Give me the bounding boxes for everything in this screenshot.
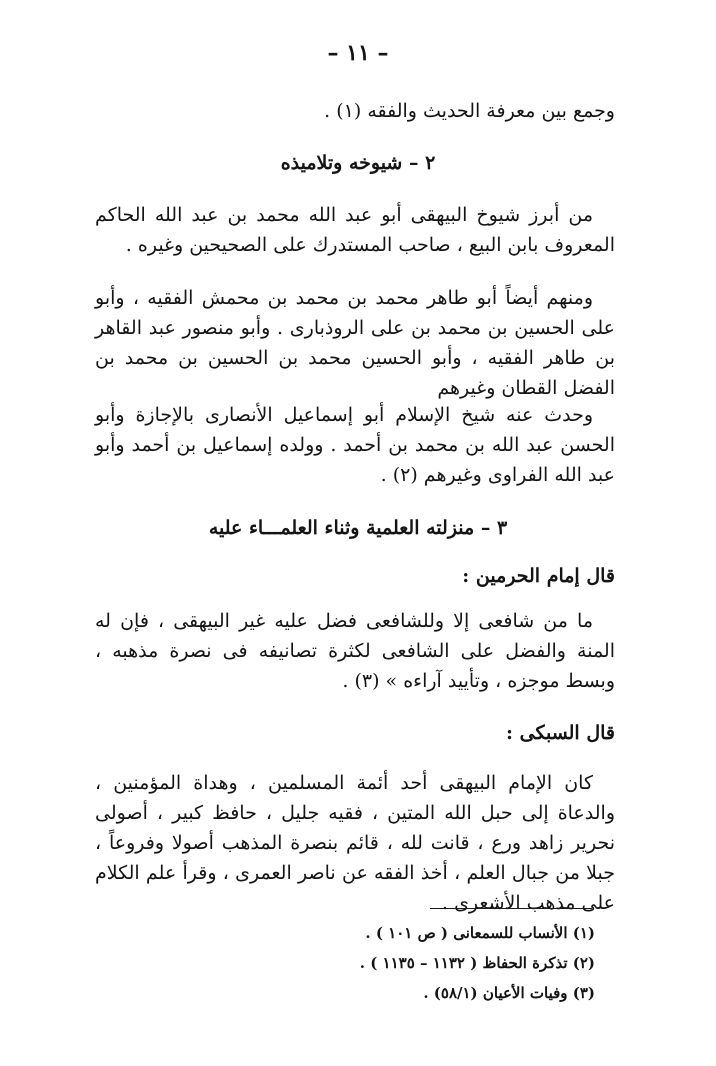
quote-1-label: قال إمام الحرمين : [462,565,615,587]
footnotes [95,918,595,1008]
footnote-3: (٣) وفيات الأعيان (٥٨/١) . [423,984,595,1002]
quote-1-text: ما من شافعى إلا وللشافعى فضل عليه غير البيهقى ، فإن له المنة والفضل على الشافعى لكثرة تصانيفه فى نصرة مذهبه ، وبسط موجزه ، وتأييد آراءه » (٣) . [95,610,615,692]
footnote-1: (١) الأنساب للسمعانى ( ص ١٠١ ) . [365,924,595,942]
section-2-paragraph-3: وحدث عنه شيخ الإسلام أبو إسماعيل الأنصارى بالإجازة وأبو الحسن عبد الله بن محمد بن أحمد . وولده إسماعيل بن أحمد وأبو عبد الله الفراوى وغيرهم (٢) . [95,404,615,486]
quote-2-label: قال السبكى : [506,722,615,744]
page-number: – ١١ – [327,40,389,66]
section-2-heading: ٢ – شيوخه وتلاميذه [280,152,436,174]
footnote-separator [430,908,592,909]
section-2-paragraph-1: من أبرز شيوخ البيهقى أبو عبد الله محمد بن عبد الله الحاكم المعروف بابن البيع ، صاحب المستدرك على الصحيحين وغيره . [95,204,615,256]
section-3-heading: ٣ – منزلته العلمية وثناء العلمـــاء عليه [208,517,508,539]
footnote-2: (٢) تذكرة الحفاظ ( ١١٣٢ – ١١٣٥ ) . [359,954,595,972]
intro-line: وجمع بين معرفة الحديث والفقه (١) . [324,100,615,122]
section-2-paragraph-2: ومنهم أيضاً أبو طاهر محمد بن محمد بن محمش الفقيه ، وأبو على الحسين بن محمد بن على الروذبارى . وأبو منصور عبد القاهر بن طاهر الفقيه ، وأبو الحسين محمد بن الحسين بن محمد بن الفضل القطان وغيرهم [95,287,615,399]
quote-2-text: كان الإمام البيهقى أحد أئمة المسلمين ، وهداة المؤمنين ، والدعاة إلى حبل الله المتين ، فقيه جليل ، حافظ كبير ، أصولى نحرير زاهد ورع ، قانت لله ، قائم بنصرة المذهب أصولا وفروعاً ، جبلا من جبال العلم ، أخذ الفقه عن ناصر العمرى ، وقرأ علم الكلام على مذهب الأشعرى . [95,772,615,914]
